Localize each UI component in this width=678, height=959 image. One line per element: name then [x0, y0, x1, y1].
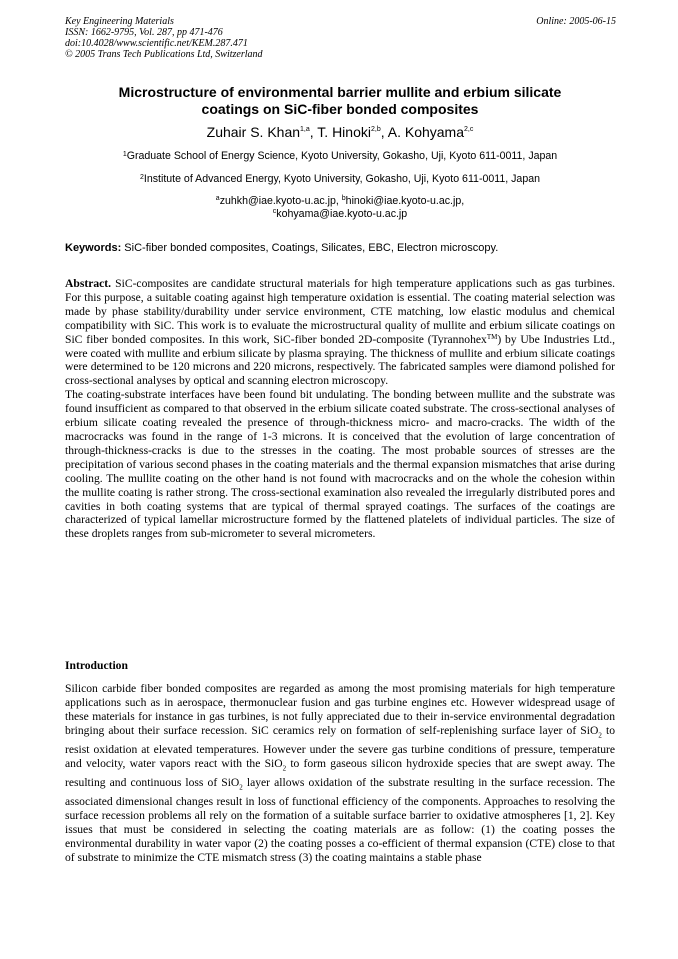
paper-title: [65, 84, 615, 118]
author-name: Zuhair S. Khan: [206, 124, 301, 140]
title-line-1: Microstructure of environmental barrier mullite and erbium silicate: [118, 84, 562, 100]
trademark-mark: TM: [486, 332, 498, 341]
doi-line: doi:10.4028/www.scientific.net/KEM.287.471: [65, 38, 248, 49]
author-affil-mark: 2,b: [370, 126, 381, 133]
affil-mark: 1: [122, 151, 127, 158]
abstract-text: ) by Ube Industries Ltd., were coated with mullite and erbium silicate by plasma spraying. The thickness of mullite and erbium silicate coatings were determined to be 120 microns and 220 microns, respectively. The fabricated samples were diamond polished for cross-sectional analyses by optical and scanning electron microscopy.: [65, 332, 615, 388]
intro-text: layer allows oxidation of the substrate resulting in the surface recession. The associated dimensional changes result in loss of functional efficiency of the components. Approaches to resolving the surface recession problems all rely on the formation of a suitable surface barrier to oxidative atmospheres [1, 2]. Key issues that must be considered in selecting the coating materials are as follow: (1) the coating posses the environmental durability in water vapor (2) the coating posses a co-efficient of thermal expansion (CTE) close to that of substrate to minimize the CTE mismatch stress (3) the coating maintains a stable phase: [65, 776, 615, 864]
email-address[interactable]: hinoki@iae.kyoto-u.ac.jp,: [345, 195, 465, 207]
author-affil-mark: 1,a: [300, 126, 310, 133]
email-mark: c: [272, 208, 277, 215]
abstract-label: Abstract.: [65, 277, 112, 290]
subscript: 2: [598, 731, 602, 740]
abstract-text: SiC-composites are candidate structural materials for high temperature applications such as gas turbines. For this purpose, a suitable coating against high temperature oxidation is essential. The coating material selection was made by phase stability/durability under service environment, CTE matching, low elastic modulus and chemical compatibility with SiC. This work is to evaluate the microstructural quality of mullite and erbium silicate coatings on SiC fiber bonded composites. In this work, SiC-fiber bonded 2D-composite (Tyrannohex: [65, 277, 615, 346]
introduction-paragraph: [65, 682, 615, 865]
affil-mark: 2: [139, 174, 144, 181]
title-line-2: coatings on SiC-fiber bonded composites: [201, 101, 479, 117]
author-name: T. Hinoki: [317, 124, 371, 140]
intro-text: to resist oxidation at elevated temperatures. However under the severe gas turbine conditions of pressure, temperature and velocity, water vapors react with the SiO: [65, 723, 615, 770]
abstract-paragraph-2: The coating-substrate interfaces have been found bit undulating. The bonding between mullite and the substrate was found insufficient as compared to that observed in the erbium silicate coated substrate. The cross-sectional analyses of erbium silicate coating revealed the presence of through-thickness micro- and macro-cracks. The width of the macrocracks was found in the range of 1-3 microns. It is conceived that the evolution of large concentration of through-thickness-cracks is due to the stresses in the coating. The most probable sources of stresses are the precipitation of various second phases in the coating materials and the thermal expansion mismatches that arise during cooling. The mullite coating on the other hand is not found with macrocracks and on the whole the cohesion within the mullite coating is rather strong. The cross-sectional examination also revealed the irregularly distributed pores and cavities in both coating systems that are typical of thermal sprayed coatings. The surfaces of the coatings are characterized of typical lamellar microstructure formed by the flattened platelets of individual particles. The size of these droplets ranges from sub-micrometer to several micrometers.: [65, 388, 615, 541]
abstract-section: [65, 277, 615, 541]
author-separator: ,: [380, 124, 388, 140]
affil-text: Institute of Advanced Energy, Kyoto University, Gokasho, Uji, Kyoto 611-0011, Japan: [143, 173, 541, 185]
abstract-paragraph-1: [65, 277, 615, 388]
keywords-text: SiC-fiber bonded composites, Coatings, Silicates, EBC, Electron microscopy.: [121, 242, 499, 254]
affiliation-1: [65, 150, 615, 163]
author-name: A. Kohyama: [387, 124, 464, 140]
journal-meta: [65, 16, 263, 60]
copyright-line: © 2005 Trans Tech Publications Ltd, Switzerland: [65, 49, 263, 60]
keywords-label: Keywords:: [65, 242, 122, 254]
keywords-line: [65, 242, 615, 255]
journal-name: Key Engineering Materials: [65, 16, 174, 27]
email-address[interactable]: zuhkh@iae.kyoto-u.ac.jp,: [219, 195, 342, 207]
email-line-1: [65, 195, 615, 207]
intro-text: to form gaseous silicon hydroxide species that are swept away. The resulting and continuous loss of SiO: [65, 756, 615, 790]
author-affil-mark: 2,c: [464, 126, 474, 133]
intro-text: Silicon carbide fiber bonded composites are regarded as among the most promising materials for high temperature applications such as in aerospace, thermonuclear fusion and gas turbine engines etc. However widespread usage of these materials for instance in gas turbines, is not fully appreciated due to their in-service environmental degradation bringing about their surface recession. SiC ceramics rely on formation of self-replenishing surface layer of SiO: [65, 682, 615, 737]
subscript: 2: [239, 783, 243, 792]
introduction-heading: Introduction: [65, 659, 128, 672]
affiliation-2: [65, 173, 615, 186]
subscript: 2: [282, 764, 287, 773]
email-mark: a: [215, 195, 220, 202]
email-mark: b: [341, 195, 346, 202]
issn-line: ISSN: 1662-9795, Vol. 287, pp 471-476: [65, 27, 223, 38]
email-line-2: [65, 208, 615, 220]
author-list: [65, 123, 615, 141]
affil-text: Graduate School of Energy Science, Kyoto University, Gokasho, Uji, Kyoto 611-0011, Japan: [126, 150, 558, 162]
author-separator: ,: [309, 124, 318, 140]
introduction-section: [65, 682, 615, 865]
email-address[interactable]: kohyama@iae.kyoto-u.ac.jp: [276, 208, 408, 220]
online-date: Online: 2005-06-15: [536, 16, 616, 27]
